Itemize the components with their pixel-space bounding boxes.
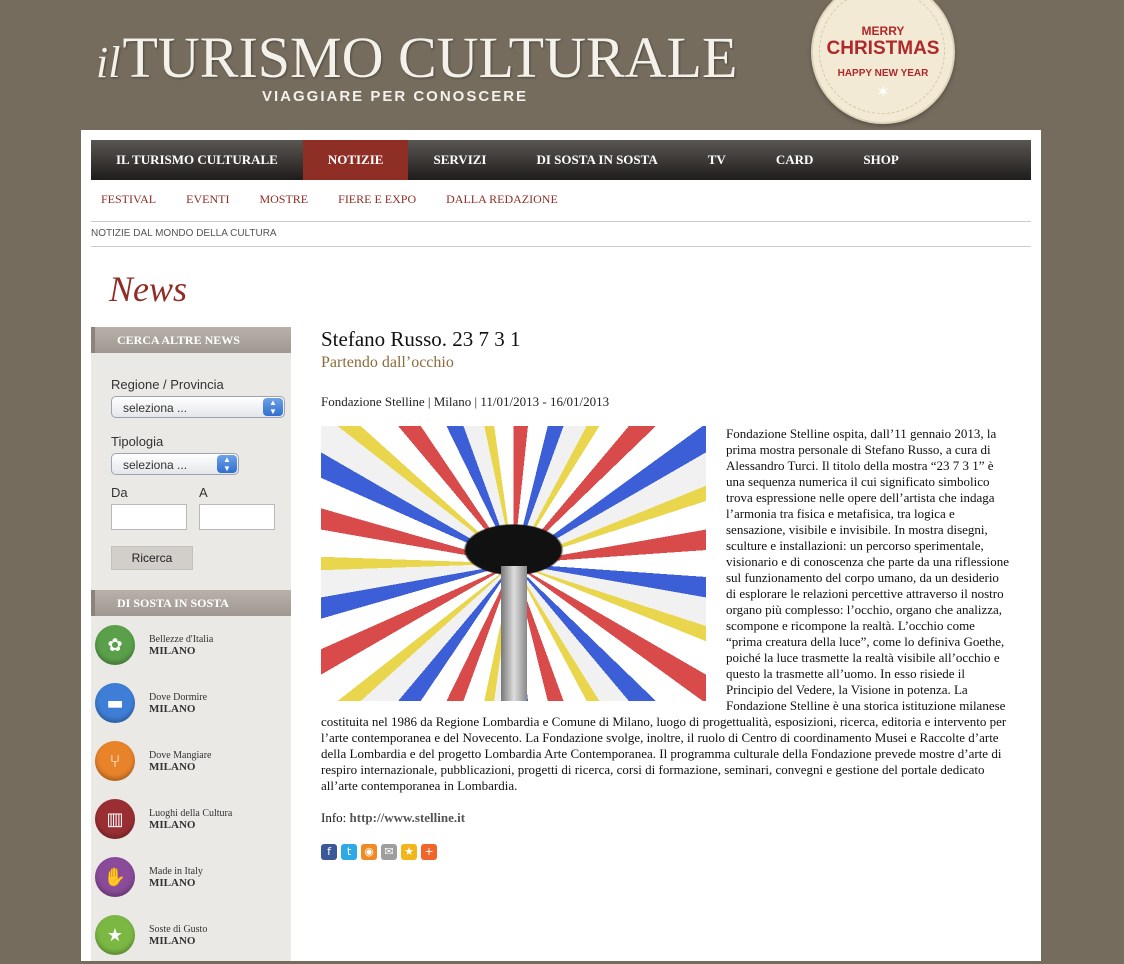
sosta-item-title: Made in Italy — [149, 865, 203, 877]
search-button[interactable]: Ricerca — [111, 546, 193, 570]
badge-happy-new-year: HAPPY NEW YEAR — [837, 68, 929, 79]
nav-item-tv[interactable]: TV — [707, 152, 726, 167]
sosta-item-city: MILANO — [149, 818, 196, 831]
sosta-item[interactable] — [91, 732, 291, 790]
article-image — [321, 426, 706, 701]
sosta-item[interactable] — [91, 848, 291, 906]
subnav-item-dalla-redazione[interactable]: DALLA REDAZIONE — [446, 192, 558, 206]
badge-christmas: CHRISTMAS — [826, 38, 940, 59]
divider — [91, 246, 1031, 247]
sosta-item[interactable] — [91, 674, 291, 732]
rss-icon[interactable]: ◉ — [361, 844, 377, 860]
site-header — [0, 0, 1124, 130]
favorite-icon[interactable]: ★ — [401, 844, 417, 860]
breadcrumb: NOTIZIE DAL MONDO DELLA CULTURA — [91, 228, 277, 239]
info-link[interactable]: http://www.stelline.it — [349, 810, 466, 825]
more-icon[interactable]: + — [421, 844, 437, 860]
sosta-item-title: Dove Dormire — [149, 691, 208, 703]
sosta-item[interactable] — [91, 906, 291, 964]
twitter-icon[interactable]: t — [341, 844, 357, 860]
article-meta: Fondazione Stelline | Milano | 11/01/2013 - 16/01/2013 — [321, 394, 610, 409]
sosta-item-title: Soste di Gusto — [149, 923, 208, 935]
from-label: Da — [111, 485, 128, 500]
nav-item-servizi[interactable]: SERVIZI — [433, 152, 487, 167]
star-icon: ★ — [95, 915, 135, 955]
page-title: News — [109, 269, 188, 309]
search-form — [91, 353, 291, 570]
star-icon: ✶ — [876, 84, 890, 101]
sosta-item[interactable] — [91, 790, 291, 848]
region-label: Regione / Provincia — [111, 377, 224, 392]
article-subtitle: Partendo dall’occhio — [321, 354, 454, 371]
from-date-input[interactable] — [111, 504, 187, 530]
hand-icon: ✋ — [95, 857, 135, 897]
region-select[interactable]: seleziona ... ▲ ▼ — [111, 396, 285, 418]
subnav-item-mostre[interactable]: MOSTRE — [259, 192, 309, 206]
sosta-item-title: Luoghi della Cultura — [149, 807, 233, 819]
site-logo[interactable]: ilTURISMO CULTURALE — [96, 25, 738, 90]
sosta-list — [91, 616, 291, 964]
nav-item-di-sosta-in-sosta[interactable]: DI SOSTA IN SOSTA — [536, 152, 658, 167]
date-range — [111, 485, 271, 530]
sub-navigation — [91, 192, 1031, 207]
sidebar — [91, 327, 291, 961]
sidebar-sosta-heading: DI SOSTA IN SOSTA — [91, 590, 291, 616]
sosta-item-title: Dove Mangiare — [149, 749, 212, 761]
to-date-input[interactable] — [199, 504, 275, 530]
subnav-item-festival[interactable]: FESTIVAL — [101, 192, 157, 206]
article — [321, 327, 1011, 860]
christmas-badge — [811, 0, 955, 124]
colosseum-icon: ▥ — [95, 799, 135, 839]
sosta-item-title: Bellezze d'Italia — [149, 633, 214, 645]
share-bar — [321, 844, 1011, 860]
article-title: Stefano Russo. 23 7 3 1 — [321, 327, 521, 351]
sosta-item-city: MILANO — [149, 644, 196, 657]
cutlery-icon: ⑂ — [95, 741, 135, 781]
sosta-item[interactable] — [91, 616, 291, 674]
nav-item-notizie[interactable]: NOTIZIE — [303, 140, 409, 180]
bed-icon: ▬ — [95, 683, 135, 723]
nav-item-il-turismo-culturale[interactable]: IL TURISMO CULTURALE — [116, 152, 278, 167]
sosta-item-city: MILANO — [149, 934, 196, 947]
select-arrows-icon: ▲ ▼ — [263, 398, 283, 416]
type-label: Tipologia — [111, 434, 164, 449]
nav-item-shop[interactable]: SHOP — [863, 152, 899, 167]
article-info: Info: http://www.stelline.it — [321, 810, 466, 825]
sosta-item-city: MILANO — [149, 876, 196, 889]
badge-merry: MERRY — [861, 24, 905, 38]
sidebar-search-heading: CERCA ALTRE NEWS — [91, 327, 291, 353]
select-arrows-icon: ▲ ▼ — [217, 455, 237, 473]
to-label: A — [199, 485, 208, 500]
article-body: Fondazione Stelline ospita, dall’11 gennaio 2013, la prima mostra personale di Stefano Russo, a cura di Alessandro Turci. Il titolo della mostra “23 7 3 1” è una sequenza numerica il cui significato simbolico trova espressione nelle opere dell’artista che indaga l’armonia tra fisica e metafisica, tra logica e sensazione, visibile e invisibile. In mostra disegni, sculture e installazioni: un percorso sperimentale, visionario e di conoscenza che parte da una riflessione sul funzionamento del corpo umano, da un desiderio di esplorare le relazioni percettive attraverso il nostro organo più complesso: l’occhio, organo che analizza, scompone e ricompone la realtà. L’occhio come “prima creatura della luce”, come lo definiva Goethe, poiché la luce trasmette la realtà visibile all’occhio e questo la trasmette all’uomo. In esso risiede il Principio del Vedere, la Visione in potenza. La Fondazione Stelline è una storica istituzione milanese costituita nel 1986 da Regione Lombardia e Comune di Milano, luogo di progettualità, esposizioni, ricerca, editoria e intervento per l’arte contemporanea e del Novecento. La Fondazione svolge, inoltre, il ruolo di Centro di coordinamento Musei e Raccolte d’arte della Lombardia e del progetto Lombardia Arte Contemporanea. Il programma culturale della Fondazione prevede mostre d’arte di respiro internazionale, pubblicazioni, progetti di ricerca, corsi di formazione, seminari, convegni e gestione del portale dedicato all’arte contemporanea in Lombardia. — [321, 426, 1009, 793]
subnav-item-fiere-e-expo[interactable]: FIERE E EXPO — [338, 192, 417, 206]
type-select[interactable]: seleziona ... ▲ ▼ — [111, 453, 239, 475]
page-container — [81, 130, 1041, 961]
subnav-item-eventi[interactable]: EVENTI — [186, 192, 230, 206]
nav-item-card[interactable]: CARD — [775, 152, 814, 167]
divider — [91, 221, 1031, 222]
sosta-item-city: MILANO — [149, 760, 196, 773]
site-tagline: VIAGGIARE PER CONOSCERE — [262, 88, 529, 105]
facebook-icon[interactable]: f — [321, 844, 337, 860]
sosta-item-city: MILANO — [149, 702, 196, 715]
email-icon[interactable]: ✉ — [381, 844, 397, 860]
italy-map-icon: ✿ — [95, 625, 135, 665]
main-navigation — [91, 140, 1031, 180]
